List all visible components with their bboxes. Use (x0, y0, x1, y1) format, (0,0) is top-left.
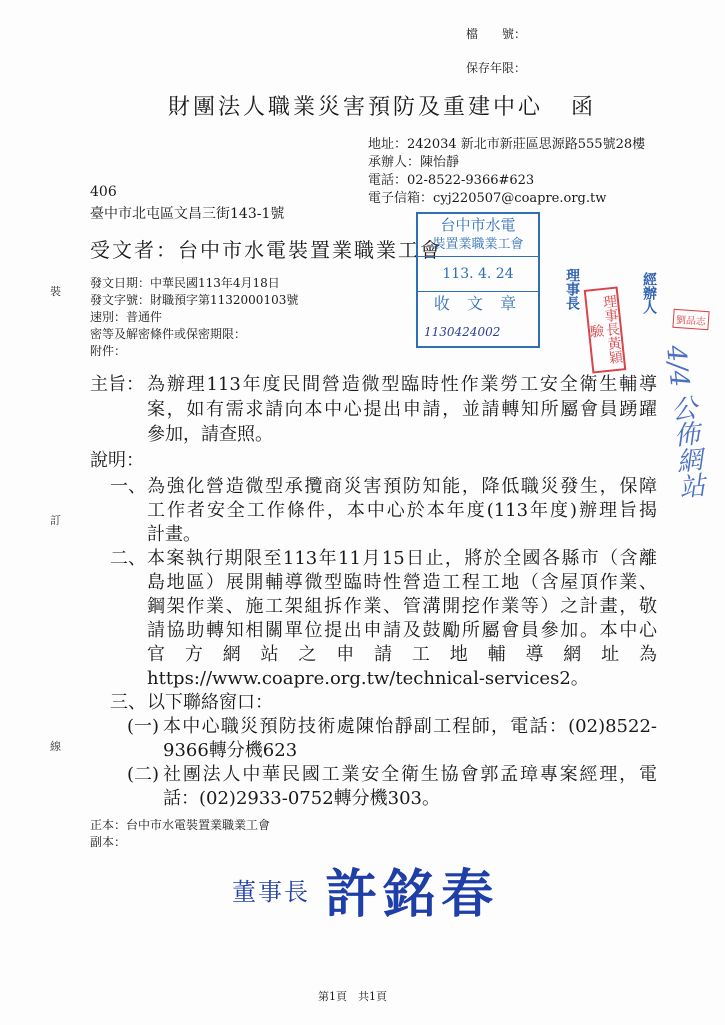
item-line: 計畫。 (147, 524, 201, 545)
receipt-stamp-org-line: 裝置業職業工會 (432, 237, 524, 252)
sender-address: 地址：242034 新北市新莊區思源路555號28樓 (368, 137, 646, 152)
document-type: 函 (571, 95, 597, 120)
issuer-name: 財團法人職業災害預防及重建中心 (168, 95, 544, 120)
item-line: 鋼架作業、施工架組拆作業、管溝開挖作業等）之計畫，敬 (147, 596, 657, 617)
receipt-stamp-org-line: 台中市水電 (440, 216, 516, 234)
file-number-label: 檔 號： (466, 27, 527, 41)
speed-class: 速別：普通件 (90, 310, 163, 324)
original-recipient: 正本：台中市水電裝置業職業工會 (90, 818, 271, 832)
subject-line: 參加，請查照。 (147, 424, 273, 445)
copy-recipient: 副本： (90, 835, 127, 849)
security-class: 密等及解密條件或保密期限： (90, 327, 247, 341)
subject-label: 主旨： (90, 374, 144, 395)
handler-label: 經辦人 (641, 272, 657, 314)
item-line: 本案執行期限至113年11月15日止，將於全國各縣市（含離 (147, 548, 657, 569)
item-number: 二、 (110, 548, 146, 569)
item-line: 請協助轉知相關單位提出申請及鼓勵所屬會員參加。本中心 (147, 620, 657, 641)
recipient-name: 受文者：台中市水電裝置業職業工會 (90, 238, 442, 262)
recipient-postal-code: 406 (90, 184, 117, 200)
item-line: 為強化營造微型承攬商災害預防知能，降低職災發生，保障 (147, 476, 657, 497)
item-line: 以下聯絡窗口： (147, 692, 273, 713)
sender-contact-person: 承辦人：陳怡靜 (368, 155, 460, 170)
contact-line: 話：(02)2933-0752轉分機303。 (163, 788, 441, 809)
page-number: 第1頁 共1頁 (318, 990, 387, 1003)
doc-number: 發文字號：財職預字第1132000103號 (90, 293, 299, 307)
receipt-stamp-label: 收 文 章 (433, 294, 523, 313)
contact-line: 本中心職災預防技術處陳怡靜副工程師，電話：(02)8522- (163, 716, 657, 737)
subject-line: 為辦理113年度民間營造微型臨時性作業勞工安全衛生輔導 (147, 374, 657, 395)
binding-mark-middle: 訂 (50, 514, 61, 527)
recipient-address: 臺中市北屯區文昌三街143-1號 (90, 206, 285, 222)
binding-mark-bottom: 線 (50, 740, 61, 753)
contact-line: 9366轉分機623 (163, 740, 298, 761)
item-number: 一、 (110, 476, 146, 497)
contact-number: (一) (127, 716, 160, 737)
contact-line: 社團法人中華民國工業安全衛生協會郭孟璋專案經理，電 (163, 764, 657, 785)
receipt-handwritten-number: 1130424002 (424, 325, 501, 339)
receipt-stamp-org (418, 214, 538, 257)
handler-seal: 劉品志 (672, 309, 709, 330)
signature (232, 852, 499, 927)
item-number: 三、 (110, 692, 146, 713)
subject-line: 案，如有需求請向本中心提出申請，並請轉知所屬會員踴躍 (147, 399, 657, 420)
issue-date: 發文日期：中華民國113年4月18日 (90, 276, 280, 290)
signature-title: 董事長 (232, 878, 310, 906)
retention-label: 保存年限： (466, 61, 527, 75)
receipt-stamp-date: 113. 4. 24 (418, 257, 538, 292)
chairman-label: 理事長 (564, 268, 580, 310)
attachment: 附件： (90, 344, 127, 358)
document-title (168, 90, 596, 121)
explanation-label: 說明： (90, 450, 144, 471)
handwritten-note: 4/4 公佈網站 (660, 343, 706, 501)
item-line: 工作者安全工作條件，本中心於本年度(113年度)辦理旨揭 (147, 500, 657, 521)
item-line: 官方網站之申請工地輔導網址為 (147, 644, 657, 665)
item-line: 島地區）展開輔導微型臨時性營造工程工地（含屋頂作業、 (147, 572, 657, 593)
item-url: https://www.coapre.org.tw/technical-services2。 (147, 668, 589, 689)
receipt-stamp (416, 212, 540, 348)
sender-phone: 電話：02-8522-9366#623 (368, 173, 535, 188)
signature-name: 許銘春 (325, 864, 500, 925)
contact-number: (二) (127, 764, 160, 785)
binding-mark-top: 裝 (50, 285, 61, 298)
sender-email: 電子信箱：cyj220507@coapre.org.tw (368, 191, 607, 206)
chairman-seal: 理事長黃穎驗 (584, 286, 627, 373)
